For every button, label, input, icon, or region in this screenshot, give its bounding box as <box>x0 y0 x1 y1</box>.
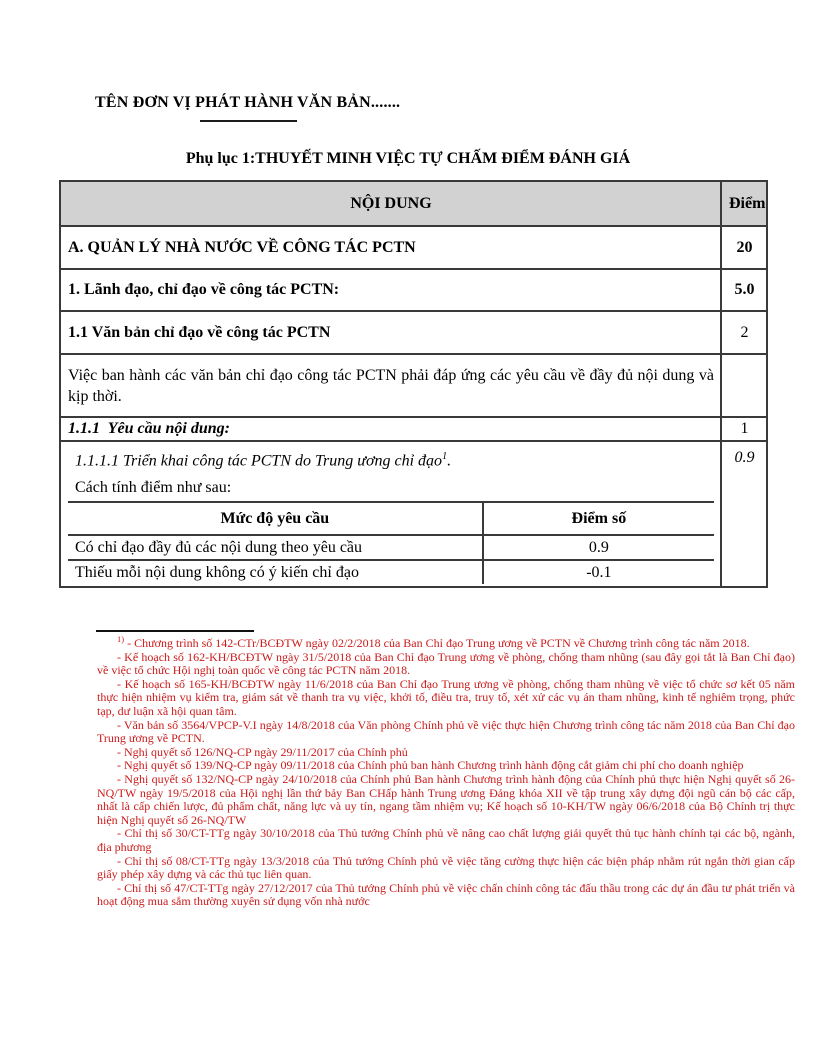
row-text: 1. Lãnh đạo, chỉ đạo về công tác PCTN: <box>60 269 721 311</box>
footnote-paragraph: - Kế hoạch số 162-KH/BCĐTW ngày 31/5/2018 của Ban Chỉ đạo Trung ương về phòng, chống tham nhũng (sau đây gọi tắt là Ban Chỉ đạo) về việc tổ chức Hội nghị toàn quốc về công tác PCTN năm 2018. <box>97 649 795 678</box>
row-score: 2 <box>721 311 767 354</box>
inner-row-label: Có chỉ đạo đầy đủ các nội dung theo yêu cầu <box>68 535 483 560</box>
table-row-section-a <box>60 226 767 269</box>
footnote-marker: 1) <box>117 634 125 644</box>
inner-header-row <box>68 502 714 535</box>
row-text: 1.1 Văn bản chỉ đạo về công tác PCTN <box>60 311 721 354</box>
table-row-1 <box>60 269 767 311</box>
inner-col-header-requirement: Mức độ yêu cầu <box>68 502 483 535</box>
table-row-1-1-1-1 <box>60 441 767 587</box>
footnote-paragraph: - Nghị quyết số 132/NQ-CP ngày 24/10/2018 của Chính phủ Ban hành Chương trình hành động của Chính phủ thực hiện Nghị quyết số 26-NQ/TW ngày 19/5/2018 của Hội nghị lần thứ bảy Ban CHấp hành Trung ương Đảng khóa XII về tập trung xây dựng đội ngũ cán bộ các cấp, nhất là cấp chiến lược, đủ phẩm chất, năng lực và uy tín, ngang tầm nhiệm vụ; Kế hoạch số 10-KH/TW ngày 06/6/2018 của Bộ Chính trị thực hiện Nghị quyết số 26-NQ/TW <box>97 771 795 827</box>
footnote-paragraph: - Chỉ thị số 08/CT-TTg ngày 13/3/2018 của Thủ tướng Chính phủ về việc tăng cường thực hiện các biện pháp nhằm rút ngắn thời gian cấp giấy phép xây dựng và các thủ tục liên quan. <box>97 853 795 882</box>
table-row-description <box>60 354 767 417</box>
table-header-content: NỘI DUNG <box>60 181 721 226</box>
inner-row <box>68 535 714 560</box>
footnote-paragraph: - Chỉ thị số 30/CT-TTg ngày 30/10/2018 của Thủ tướng Chính phủ về nâng cao chất lượng giải quyết thủ tục hành chính tại các bộ, ngành, địa phương <box>97 826 795 854</box>
detail-cell <box>60 441 721 587</box>
footnote-ref-superscript: 1 <box>442 451 448 462</box>
appendix-title: Phụ lục 1:THUYẾT MINH VIỆC TỰ CHẤM ĐIỂM ĐÁNH GIÁ <box>185 150 631 167</box>
inner-row-value: 0.9 <box>483 535 714 560</box>
table-row-1-1 <box>60 311 767 354</box>
row-score <box>721 354 767 417</box>
footnote-paragraph: - Chỉ thị số 47/CT-TTg ngày 27/12/2017 của Thủ tướng Chính phủ về việc chấn chỉnh công tác đấu thầu trong các dự án đầu tư phát triển và hoạt động mua sắm thường xuyên sử dụng vốn nhà nước <box>97 880 795 909</box>
footnote-separator <box>96 630 254 632</box>
table-header-score: Điểm <box>721 181 767 226</box>
detail-clause-text <box>75 451 706 470</box>
footnote-paragraph: - Nghị quyết số 126/NQ-CP ngày 29/11/2017 của Chính phủ <box>117 744 408 759</box>
footnote-text: - Chương trình số 142-CTr/BCĐTW ngày 02/2/2018 của Ban Chỉ đạo Trung ương về PCTN về Chương trình công tác năm 2018. <box>124 636 750 650</box>
row-score: 20 <box>721 226 767 269</box>
inner-col-header-score: Điểm số <box>483 502 714 535</box>
detail-instruction: Cách tính điểm như sau: <box>75 479 232 497</box>
table-header-row <box>60 181 767 226</box>
detail-clause-period: . <box>447 452 452 470</box>
table-row-1-1-1 <box>60 417 767 441</box>
org-name-heading: TÊN ĐƠN VỊ PHÁT HÀNH VĂN BẢN....... <box>95 94 401 111</box>
scoring-table <box>59 180 768 588</box>
row-text: A. QUẢN LÝ NHÀ NƯỚC VỀ CÔNG TÁC PCTN <box>60 226 721 269</box>
footnote-paragraph: - Văn bản số 3564/VPCP-V.I ngày 14/8/2018 của Văn phòng Chính phủ về việc thực hiện Chương trình công tác năm 2018 của Ban Chỉ đạo Trung ương về PCTN. <box>97 717 795 746</box>
row-text: 1.1.1 Yêu cầu nội dung: <box>60 417 721 441</box>
inner-scoring-table <box>68 501 714 584</box>
row-score: 1 <box>721 417 767 441</box>
detail-text <box>68 444 714 501</box>
footnote-block <box>97 634 795 909</box>
row-score: 5.0 <box>721 269 767 311</box>
row-text: Việc ban hành các văn bản chỉ đạo công tác PCTN phải đáp ứng các yêu cầu về đầy đủ nội dung và kịp thời. <box>60 354 721 417</box>
detail-clause-body: 1.1.1.1 Triển khai công tác PCTN do Trung ương chỉ đạo <box>75 452 443 470</box>
footnote-paragraph <box>97 634 795 651</box>
heading-underline <box>200 120 297 122</box>
footnote-paragraph: - Nghị quyết số 139/NQ-CP ngày 09/11/2018 của Chính phủ ban hành Chương trình hành động cắt giảm chi phí cho doanh nghiệp <box>117 758 744 773</box>
footnote-paragraph: - Kế hoạch số 165-KH/BCĐTW ngày 11/6/2018 của Ban Chỉ đạo Trung ương về phòng, chống tham nhũng về việc tổ chức sơ kết 05 năm thực hiện nhiệm vụ kiểm tra, giám sát về thanh tra vụ việc, khởi tố, điều tra, truy tố, xét xử các vụ án tham nhũng, kinh tế nghiêm trọng, phức tạp, dư luận xã hội quan tâm. <box>97 676 795 718</box>
inner-row-value: -0.1 <box>483 560 714 584</box>
inner-row-label: Thiếu mỗi nội dung không có ý kiến chỉ đạo <box>68 560 483 584</box>
inner-row <box>68 560 714 584</box>
row-score: 0.9 <box>721 441 767 587</box>
